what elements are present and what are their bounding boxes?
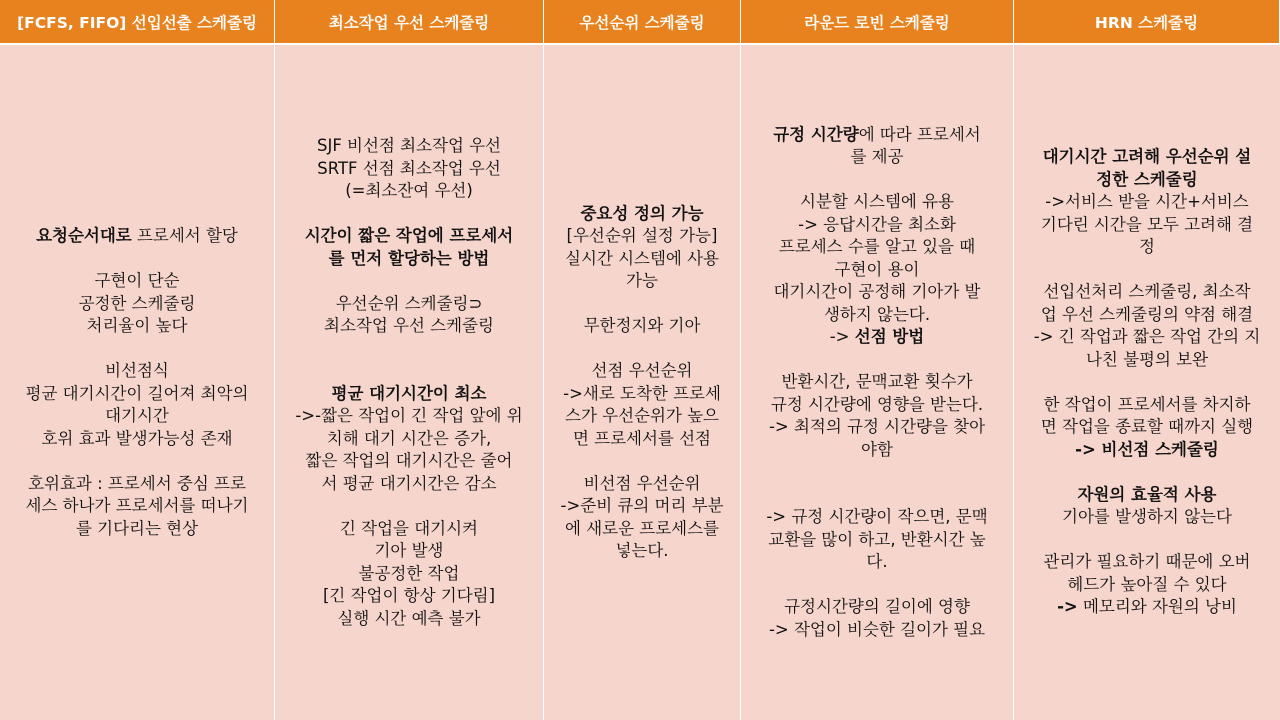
fcfs-line: 구현이 단순 xyxy=(94,271,180,290)
sjf-line: 시간이 짧은 작업에 프로세서 xyxy=(304,226,514,245)
priority-line: 넣는다. xyxy=(615,541,669,560)
priority-line: 에 새로운 프로세스를 xyxy=(565,518,719,538)
rr-line: 규정 시간량에 영향을 받는다. xyxy=(770,394,984,414)
sjf-line: 긴 작업을 대기시켜 xyxy=(339,518,478,538)
rr-line: 교환을 많이 하고, 반환시간 높 xyxy=(768,529,986,549)
rr-line: 다. xyxy=(866,552,888,572)
fcfs-line-bold: 요청순서대로 xyxy=(36,226,132,245)
fcfs-line: 대기시간 xyxy=(105,406,169,425)
rr-line: -> 응답시간을 최소화 xyxy=(798,214,956,234)
fcfs-line: 처리율이 높다 xyxy=(86,316,188,335)
cell-fcfs xyxy=(0,45,275,720)
sjf-line: 기아 발생 xyxy=(374,541,444,560)
priority-line: [우선순위 설정 가능] xyxy=(566,226,718,245)
sjf-line: SRTF 선점 최소작업 우선 xyxy=(317,158,501,178)
sjf-line: [긴 작업이 항상 기다림] xyxy=(322,586,496,605)
fcfs-line: 호위 효과 발생가능성 존재 xyxy=(41,428,233,448)
cell-priority xyxy=(544,45,741,720)
hrn-line-bold: -> xyxy=(1057,597,1078,617)
rr-line: 프로세스 수를 알고 있을 때 xyxy=(778,237,976,257)
rr-line-bold: 선점 방법 xyxy=(854,327,925,347)
hrn-line: 자원의 효율적 사용 xyxy=(1077,484,1217,504)
priority-line: 스가 우선순위가 높으 xyxy=(565,406,719,425)
hrn-line: 업 우선 스케줄링의 약점 해결 xyxy=(1040,304,1254,324)
rr-line: 시분할 시스템에 유용 xyxy=(800,192,954,212)
rr-line-rest: 에 따라 프로세서 xyxy=(858,124,981,144)
rr-line: 야함 xyxy=(861,439,893,459)
fcfs-line: 공정한 스케줄링 xyxy=(78,293,196,313)
sjf-line: 최소작업 우선 스케줄링 xyxy=(324,316,494,335)
rr-line: 반환시간, 문맥교환 횟수가 xyxy=(781,372,973,392)
hrn-line: 한 작업이 프로세서를 차지하 xyxy=(1043,394,1251,414)
hrn-line: 기다린 시간을 모두 고려해 결 xyxy=(1040,214,1254,234)
sjf-line: (=최소잔여 우선) xyxy=(345,181,473,200)
hrn-line: 정 xyxy=(1139,237,1155,257)
rr-line xyxy=(773,124,981,147)
sjf-line: 불공정한 작업 xyxy=(358,563,460,583)
sjf-line: 치해 대기 시간은 증가, xyxy=(326,428,492,448)
hrn-line: 기아를 발생하지 않는다 xyxy=(1062,507,1232,527)
priority-line: ->준비 큐의 머리 부분 xyxy=(560,496,724,515)
sjf-line: 짧은 작업의 대기시간은 줄어 xyxy=(305,451,513,470)
hrn-line: 헤드가 높아질 수 있다 xyxy=(1067,574,1227,594)
header-sjf: 최소작업 우선 스케줄링 xyxy=(275,0,544,45)
header-hrn: HRN 스케줄링 xyxy=(1014,0,1280,45)
fcfs-line-rest: 프로세서 할당 xyxy=(131,226,238,245)
rr-line-bold: 규정 시간량 xyxy=(773,124,859,144)
sjf-line: 를 먼저 할당하는 방법 xyxy=(328,248,490,268)
cell-hrn xyxy=(1014,45,1280,720)
rr-line xyxy=(830,326,925,349)
rr-line: -> 규정 시간량이 작으면, 문맥 xyxy=(766,507,988,527)
rr-line: 규정시간량의 길이에 영향 xyxy=(784,597,970,617)
hrn-line: 대기시간 고려해 우선순위 설 xyxy=(1042,147,1252,167)
hrn-line: 관리가 필요하기 때문에 오버 xyxy=(1043,552,1251,572)
rr-line-plain: -> xyxy=(829,327,855,347)
hrn-line: 면 작업을 종료할 때까지 실행 xyxy=(1040,417,1254,437)
priority-line: 실시간 시스템에 사용 xyxy=(565,248,719,268)
rr-line: -> 최적의 규정 시간량을 찾아 xyxy=(768,417,986,437)
rr-line: 를 제공 xyxy=(850,147,904,167)
priority-line: 선점 우선순위 xyxy=(591,361,693,380)
rr-line: 구현이 용이 xyxy=(834,259,920,279)
cell-sjf xyxy=(275,45,544,720)
sjf-line: 평균 대기시간이 최소 xyxy=(331,383,487,403)
hrn-line: 선입선처리 스케줄링, 최소작 xyxy=(1043,282,1251,302)
hrn-line: 정한 스케줄링 xyxy=(1096,169,1198,189)
sjf-line: ->-짧은 작업이 긴 작업 앞에 위 xyxy=(295,406,523,425)
sjf-line: 우선순위 스케줄링⊃ xyxy=(335,293,483,313)
priority-line: 무한정지와 기아 xyxy=(583,316,701,335)
hrn-line xyxy=(1057,596,1237,619)
fcfs-line xyxy=(36,225,238,248)
sjf-line: 실행 시간 예측 불가 xyxy=(337,608,481,628)
header-priority: 우선순위 스케줄링 xyxy=(544,0,741,45)
sjf-line: SJF 비선점 최소작업 우선 xyxy=(316,136,502,155)
rr-line: 대기시간이 공정해 기아가 발 xyxy=(773,282,981,302)
fcfs-line: 를 기다리는 현상 xyxy=(75,518,199,538)
rr-line: 생하지 않는다. xyxy=(823,304,931,324)
fcfs-line: 호위효과 : 프로세서 중심 프로 xyxy=(28,473,246,493)
priority-line: 가능 xyxy=(626,271,658,290)
rr-line: -> 작업이 비슷한 길이가 필요 xyxy=(768,619,986,639)
hrn-line-rest: 메모리와 자원의 낭비 xyxy=(1077,597,1237,617)
hrn-line: -> 긴 작업과 짧은 작업 간의 지 xyxy=(1033,327,1261,347)
header-round-robin: 라운드 로빈 스케줄링 xyxy=(741,0,1014,45)
fcfs-line: 평균 대기시간이 길어져 최악의 xyxy=(25,383,249,403)
fcfs-line: 세스 하나가 프로세서를 떠나기 xyxy=(25,496,249,515)
priority-line: ->새로 도착한 프로세 xyxy=(563,383,721,403)
priority-line: 면 프로세서를 선점 xyxy=(572,428,711,448)
fcfs-line: 비선점식 xyxy=(105,361,169,380)
priority-line: 비선점 우선순위 xyxy=(583,473,701,493)
header-fcfs: [FCFS, FIFO] 선입선출 스케줄링 xyxy=(0,0,275,45)
cell-round-robin xyxy=(741,45,1014,720)
priority-line: 중요성 정의 가능 xyxy=(580,203,704,223)
hrn-line: ->서비스 받을 시간+서비스 xyxy=(1045,192,1249,212)
hrn-line: 나친 불평의 보완 xyxy=(1085,349,1209,369)
sjf-line: 서 평균 대기시간은 감소 xyxy=(321,473,497,493)
hrn-line: -> 비선점 스케줄링 xyxy=(1075,439,1219,459)
